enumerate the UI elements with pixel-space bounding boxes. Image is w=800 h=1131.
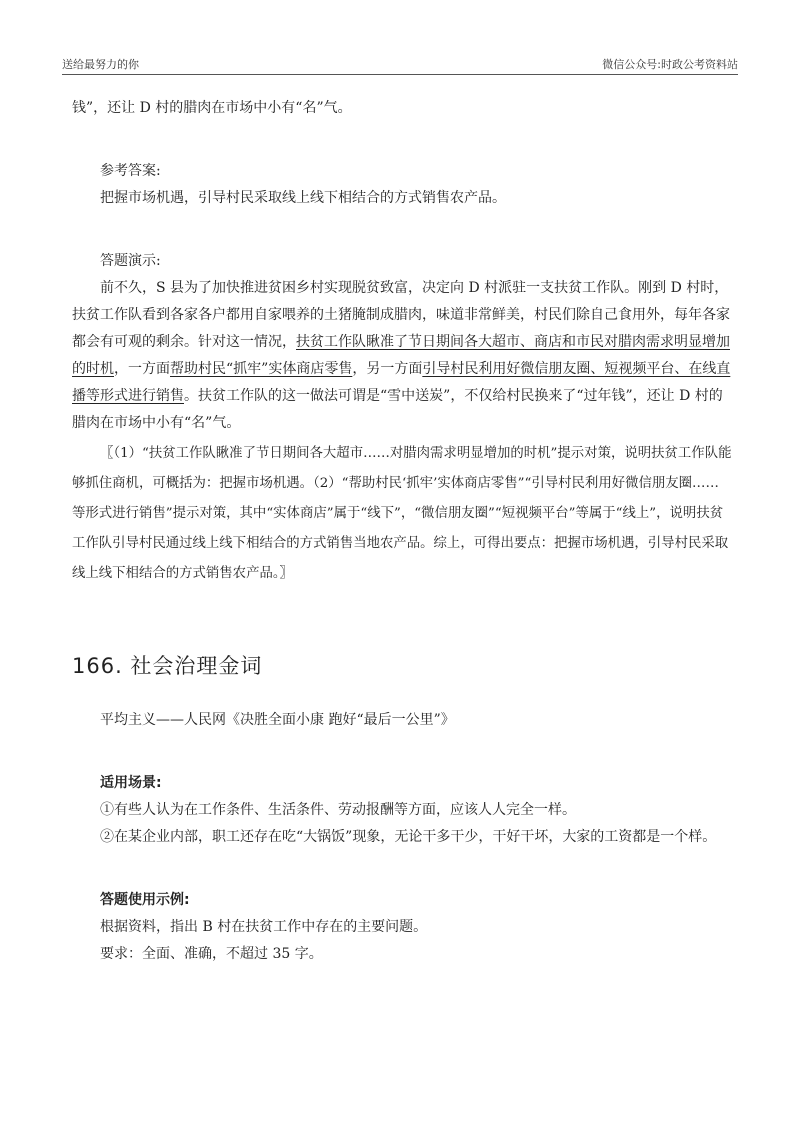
scenario-1: ①有些人认为在工作条件、生活条件、劳动报酬等方面，应该人人完全一样。 bbox=[100, 802, 576, 818]
section-title: 166. 社会治理金词 bbox=[72, 654, 263, 678]
analysis-text: 〖（1）“扶贫工作队瞅准了节日期间各大超市……对腊肉需求明显增加的时机”提示对策，说明扶贫工作队能够抓住商机，可概括为：把握市场机遇。（2）“帮助村民‘抓牢’实体商店零售”“引导村民利用好微信朋友圈……等形式进行销售”提示对策，其中“实体商店”属于“线下”，“微信朋友圈”“短视频平台”等属于“线上”，说明扶贫工作队引导村民通过线上线下相结合的方式销售当地农产品。综上，可得出要点：把握市场机遇，引导村民采取线上线下相结合的方式销售农产品。〗 bbox=[72, 446, 732, 581]
reference-label: 参考答案: bbox=[100, 163, 161, 179]
page-header bbox=[62, 54, 738, 75]
term-line: 平均主义——人民网《决胜全面小康 跑好“最后一公里”》 bbox=[100, 712, 455, 728]
header-left-text: 送给最努力的你 bbox=[62, 58, 139, 71]
reference-answer: 把握市场机遇，引导村民采取线上线下相结合的方式销售农产品。 bbox=[100, 190, 506, 206]
demo-text-1: 前不久，S 县为了加快推进贫困乡村实现脱贫致富，决定向 D 村派驻一支扶贫工作队。刚到 D 村时，扶贫工作队看到各家各户都用自家喂养的土猪腌制成腊肉，味道非常鲜美，村民们除自己食用外，每年各家都会有可观的剩余。针对这一情况， bbox=[72, 280, 730, 350]
demo-text-3: ，另一方面 bbox=[352, 361, 423, 377]
demo-underline-2: 帮助村民“抓牢”实体商店零售 bbox=[170, 361, 353, 377]
demo-label: 答题演示: bbox=[100, 253, 161, 269]
demo-underline-1: 扶贫工作队瞅准了节日期间各大超市、商店和市民对腊肉需求明显增加的时机 bbox=[72, 334, 730, 377]
demo-paragraph bbox=[72, 275, 732, 437]
scenario-2: ②在某企业内部，职工还存在吃“大锅饭”现象，无论干多干少，干好干坏，大家的工资都是一个样。 bbox=[100, 829, 717, 845]
page-body bbox=[72, 95, 732, 968]
header-right-text: 微信公众号:时政公考资料站 bbox=[602, 58, 738, 71]
example-line-1: 根据资料，指出 B 村在扶贫工作中存在的主要问题。 bbox=[100, 919, 428, 935]
demo-underline-3: 引导村民利用好微信朋友圈、短视频平台、在线直播等形式进行销售 bbox=[72, 361, 731, 404]
demo-text-2: ，一方面 bbox=[114, 361, 170, 377]
example-line-2: 要求：全面、准确，不超过 35 字。 bbox=[100, 946, 323, 962]
scenario-label: 适用场景: bbox=[100, 775, 162, 791]
demo-text-4: 。扶贫工作队的这一做法可谓是“雪中送炭”，不仅给村民换来了“过年钱”，还让 D 村的腊肉在市场中小有“名”气。 bbox=[72, 388, 723, 431]
continuation-line: 钱”，还让 D 村的腊肉在市场中小有“名”气。 bbox=[72, 100, 352, 116]
example-label: 答题使用示例: bbox=[100, 892, 190, 908]
analysis-block bbox=[72, 439, 732, 589]
